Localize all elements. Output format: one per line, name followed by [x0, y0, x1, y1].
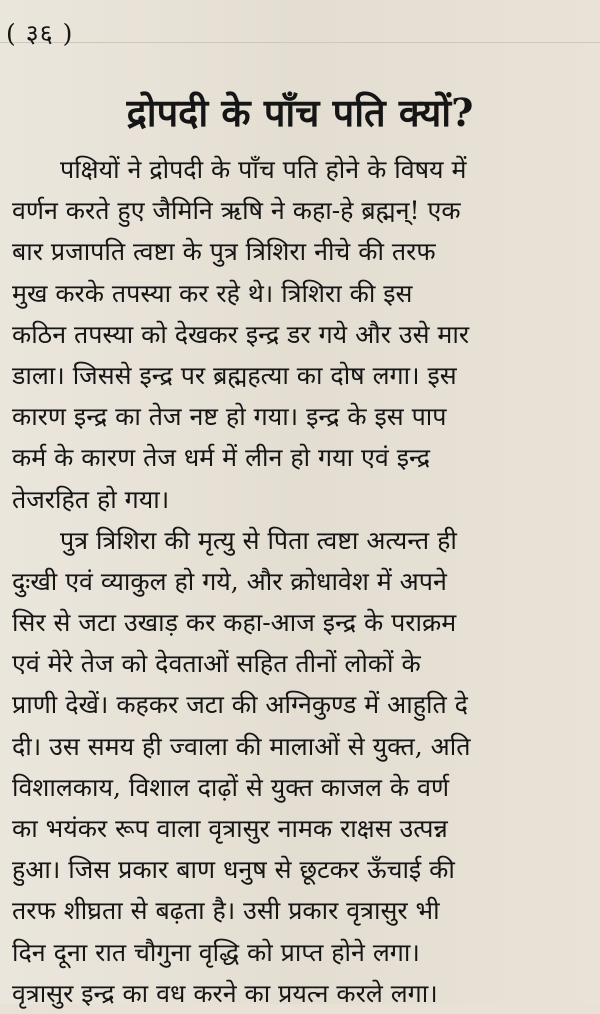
paragraph-2-line-3: सिर से जटा उखाड़ कर कहा-आज इन्द्र के पराक्रम [12, 608, 457, 638]
paragraph-2-line-6: दी। उस समय ही ज्वाला की मालाओं से युक्त, अति [12, 731, 471, 761]
paragraph-1-line-3: बार प्रजापति त्वष्टा के पुत्र त्रिशिरा नीचे की तरफ [12, 237, 436, 267]
paragraph-2-line-2: दुःखी एवं व्याकुल हो गये, और क्रोधावेश में अपने [12, 566, 447, 596]
paragraph-2-line-7: विशालकाय, विशाल दाढ़ों से युक्त काजल के वर्ण [12, 772, 450, 802]
paragraph-1-line-6: डाला। जिससे इन्द्र पर ब्रह्महत्या का दोष लगा। इस [12, 360, 457, 390]
paragraph-1-line-1: पक्षियों ने द्रोपदी के पाँच पति होने के विषय में [60, 155, 467, 184]
paragraph-1-line-9: तेजरहित हो गया। [12, 484, 170, 514]
header-rule [0, 42, 600, 43]
body-text [12, 149, 588, 1014]
paragraph-2-line-12: वृत्रासुर इन्द्र का वध करने का प्रयत्न करले लगा। [12, 978, 438, 1008]
paragraph-2-line-1: पुत्र त्रिशिरा की मृत्यु से पिता त्वष्टा अत्यन्त ही [60, 525, 457, 555]
paragraph-1-line-4: मुख करके तपस्या कर रहे थे। त्रिशिरा की इस [12, 278, 413, 308]
paragraph-1-line-5: कठिन तपस्या को देखकर इन्द्र डर गये और उसे मार [12, 319, 470, 349]
paragraph-1-line-8: कर्म के कारण तेज धर्म में लीन हो गया एवं इन्द्र [12, 443, 430, 473]
paragraph-2-line-11: दिन दूना रात चौगुना वृद्धि को प्राप्त होने लगा। [12, 937, 420, 967]
paragraph-2-line-4: एवं मेरे तेज को देवताओं सहित तीनों लोकों के [12, 649, 421, 679]
chapter-title: द्रोपदी के पाँच पति क्यों? [126, 90, 474, 135]
paragraph-2-line-10: तरफ शीघ्रता से बढ़ता है। उसी प्रकार वृत्रासुर भी [12, 896, 440, 926]
paragraph-1-line-2: वर्णन करते हुए जैमिनि ऋषि ने कहा-हे ब्रह्मन्! एक [12, 196, 461, 226]
page-number: ( ३६ ) [6, 19, 74, 48]
paragraph-2-line-8: का भयंकर रूप वाला वृत्रासुर नामक राक्षस उत्पन्न [12, 814, 448, 843]
paragraph-2-line-9: हुआ। जिस प्रकार बाण धनुष से छूटकर ऊँचाई की [12, 855, 455, 885]
paragraph-2-line-5: प्राणी देखें। कहकर जटा की अग्निकुण्ड में आहुति दे [12, 690, 468, 720]
paragraph-1-line-7: कारण इन्द्र का तेज नष्ट हो गया। इन्द्र के इस पाप [12, 402, 447, 432]
